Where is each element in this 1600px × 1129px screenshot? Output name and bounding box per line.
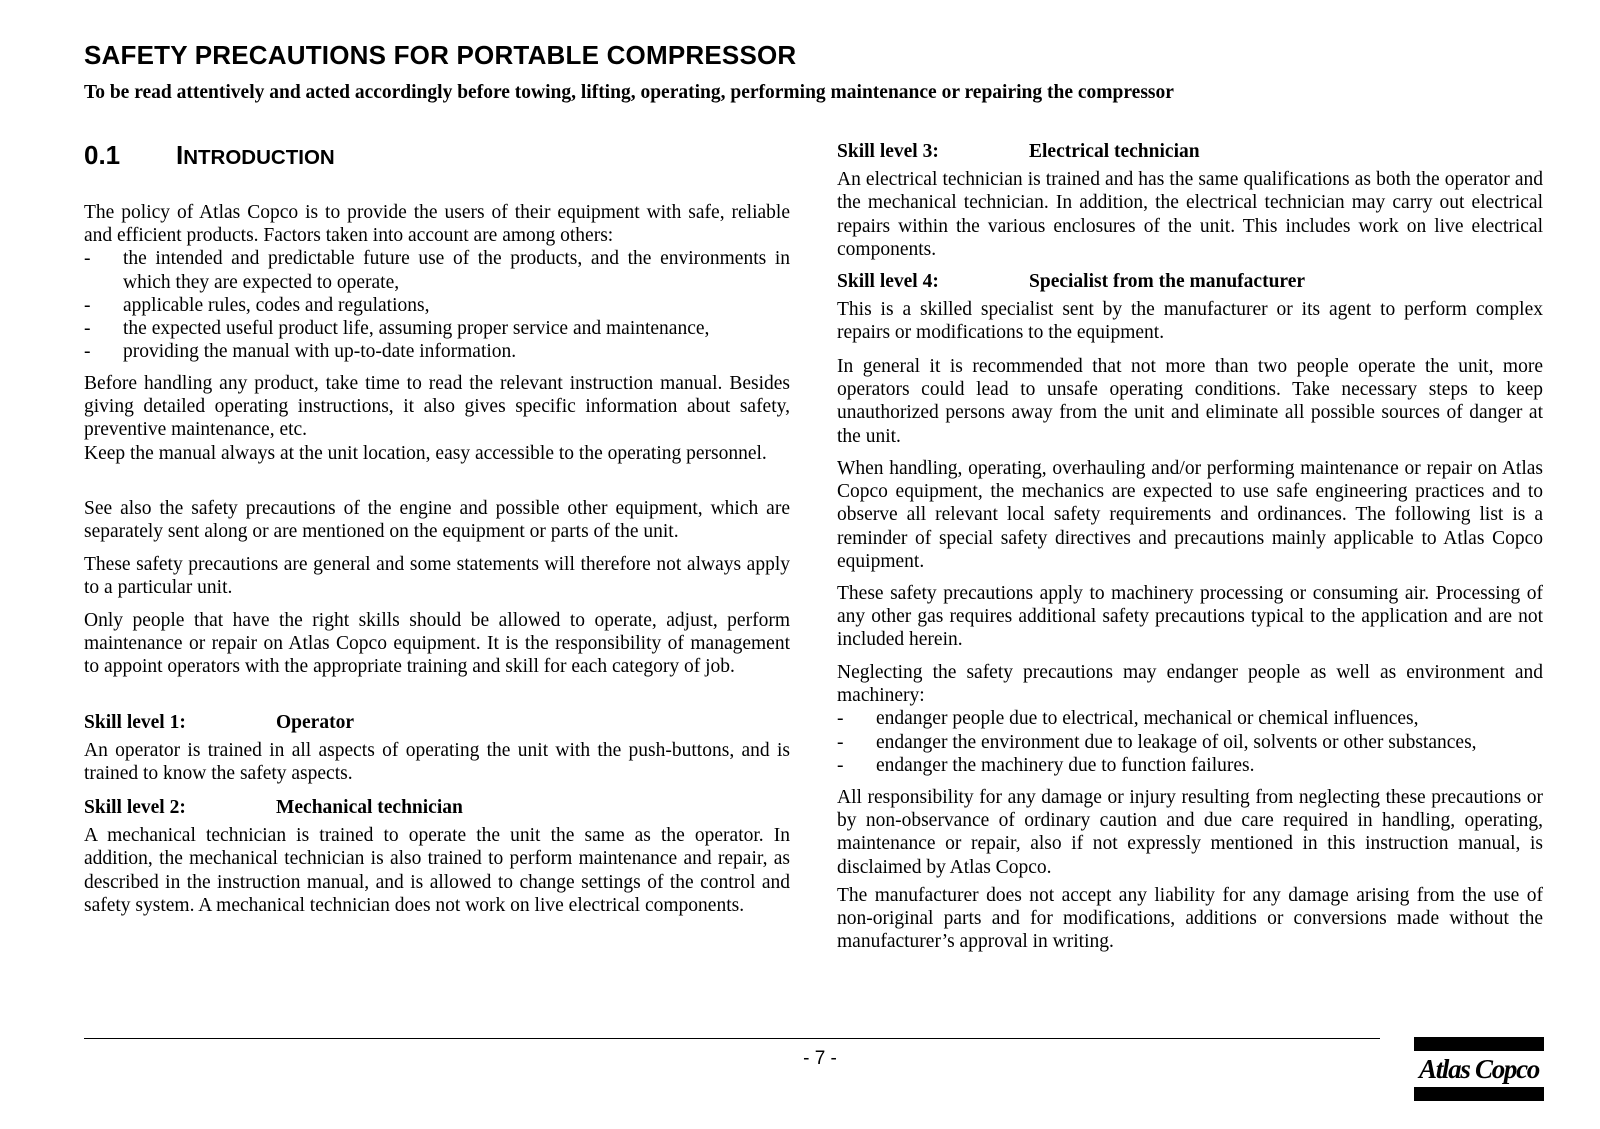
skill-level-3-block	[837, 140, 1543, 261]
manual-block	[84, 372, 790, 465]
apply-air-block	[837, 582, 1543, 652]
responsibility-block	[837, 786, 1543, 879]
logo-bottom-bar	[1414, 1087, 1544, 1101]
general-block	[84, 553, 790, 599]
skill-level-2-block	[84, 796, 790, 917]
list-item	[84, 317, 790, 340]
only-people-paragraph: Only people that have the right skills should be allowed to operate, adjust, perform maintenance or repair on Atlas Copco equipment. It is the responsibility of management to appoint operators with the appropriate training and skill for each category of job.	[84, 610, 790, 678]
skill-title: Mechanical technician	[276, 797, 463, 818]
list-dash: -	[84, 294, 91, 316]
section-title-initial: I	[176, 140, 184, 170]
general-paragraph: These safety precautions are general and some statements will therefore not always apply to a particular unit.	[84, 554, 790, 599]
skill-level-4-block	[837, 270, 1543, 345]
skill-description: An operator is trained in all aspects of operating the unit with the push-buttons, and is trained to know the safety aspects.	[84, 740, 790, 785]
section-heading	[84, 140, 790, 173]
list-dash: -	[837, 754, 844, 776]
skill-description: This is a skilled specialist sent by the manufacturer or its agent to perform complex repairs or modifications to the equipment.	[837, 299, 1543, 344]
list-item-text: endanger people due to electrical, mechanical or chemical influences,	[876, 708, 1419, 730]
list-dash: -	[837, 731, 844, 753]
skill-description: An electrical technician is trained and has the same qualifications as both the operator and the mechanical technician. In addition, the electrical technician may carry out electrical repairs within the various enclosures of the unit. This includes work on live electrical components.	[837, 169, 1543, 260]
page-subtitle: To be read attentively and acted accordingly before towing, lifting, operating, performing maintenance or repairing the compressor	[84, 82, 1174, 103]
list-item-text: the intended and predictable future use of the products, and the environments in which they are expected to operate,	[123, 248, 790, 293]
atlas-copco-logo	[1414, 1037, 1544, 1101]
dangers-list	[837, 707, 1543, 777]
when-handling-block	[837, 457, 1543, 573]
skill-heading	[84, 711, 790, 734]
intro-block	[84, 201, 790, 363]
list-item	[837, 707, 1543, 730]
factors-list	[84, 247, 790, 363]
skill-heading	[837, 140, 1543, 163]
in-general-block	[837, 355, 1543, 448]
intro-paragraph: The policy of Atlas Copco is to provide the users of their equipment with safe, reliable and efficient products. Factors taken into account are among others:	[84, 202, 790, 247]
skill-level-label: Skill level 3:	[837, 141, 939, 162]
section-number: 0.1	[84, 140, 121, 170]
keep-manual-paragraph: Keep the manual always at the unit location, easy accessible to the operating personnel.	[84, 442, 767, 464]
skill-title: Electrical technician	[1029, 141, 1200, 162]
skill-level-label: Skill level 4:	[837, 271, 939, 292]
see-also-paragraph: See also the safety precautions of the engine and possible other equipment, which are separately sent along or are mentioned on the equipment or parts of the unit.	[84, 498, 790, 543]
logo-top-bar	[1414, 1037, 1544, 1051]
list-dash: -	[84, 341, 91, 363]
responsibility-paragraph: All responsibility for any damage or injury resulting from neglecting these precautions or by non-observance of ordinary caution and due care required in handling, operating, maintenance or repair, also if not expressly mentioned in this instruction manual, is disclaimed by Atlas Copco.	[837, 787, 1543, 878]
skill-title: Operator	[276, 712, 354, 733]
skill-heading	[84, 796, 790, 819]
skill-description: A mechanical technician is trained to operate the unit the same as the operator. In addition, the mechanical technician is also trained to perform maintenance and repair, as described in the instruction manual, and is allowed to change settings of the control and safety system. A mechanical technician does not work on live electrical components.	[84, 825, 790, 916]
skill-heading	[837, 270, 1543, 293]
skill-title: Specialist from the manufacturer	[1029, 271, 1306, 292]
list-item-text: the expected useful product life, assuming proper service and maintenance,	[123, 318, 710, 340]
in-general-paragraph: In general it is recommended that not more than two people operate the unit, more operators could lead to unsafe operating conditions. Take necessary steps to keep unauthorized persons away from the unit and eliminate all possible sources of danger at the unit.	[837, 356, 1543, 447]
list-dash: -	[84, 248, 91, 270]
page-title: SAFETY PRECAUTIONS FOR PORTABLE COMPRESSOR	[84, 40, 797, 70]
apply-air-paragraph: These safety precautions apply to machinery processing or consuming air. Processing of any other gas requires additional safety precautions typical to the application and are not included herein.	[837, 583, 1543, 651]
list-item-text: endanger the machinery due to function failures.	[876, 754, 1255, 776]
skills-intro-block	[84, 609, 790, 679]
liability-block	[837, 884, 1543, 954]
before-handling-paragraph: Before handling any product, take time to read the relevant instruction manual. Besides giving detailed operating instructions, it also gives specific information about safety, preventive maintenance, etc.	[84, 373, 790, 441]
footer-rule	[84, 1038, 1380, 1039]
list-dash: -	[837, 708, 844, 730]
skill-level-label: Skill level 1:	[84, 712, 186, 733]
neglecting-block	[837, 661, 1543, 777]
list-item-text: applicable rules, codes and regulations,	[123, 294, 430, 316]
list-item	[84, 294, 790, 317]
list-item	[837, 731, 1543, 754]
list-item	[84, 340, 790, 363]
list-item-text: providing the manual with up-to-date information.	[123, 341, 517, 363]
liability-paragraph: The manufacturer does not accept any liability for any damage arising from the use of non-original parts and for modifications, additions or conversions made without the manufacturer’s approval in writing.	[837, 885, 1543, 953]
list-item-text: endanger the environment due to leakage of oil, solvents or other substances,	[876, 731, 1477, 753]
neglecting-paragraph: Neglecting the safety precautions may endanger people as well as environment and machinery:	[837, 662, 1543, 707]
see-also-block	[84, 497, 790, 543]
skill-level-1-block	[84, 711, 790, 786]
list-dash: -	[84, 318, 91, 340]
page-number: - 7 -	[803, 1048, 837, 1069]
list-item	[84, 247, 790, 293]
list-item	[837, 754, 1543, 777]
when-handling-paragraph: When handling, operating, overhauling and/or performing maintenance or repair on Atlas Copco equipment, the mechanics are expected to use safe engineering practices and to observe all relevant local safety requirements and ordinances. The following list is a reminder of special safety directives and precautions mainly applicable to Atlas Copco equipment.	[837, 458, 1543, 572]
section-title-rest: NTRODUCTION	[183, 146, 335, 169]
logo-wordmark: Atlas Copco	[1419, 1054, 1539, 1084]
skill-level-label: Skill level 2:	[84, 797, 186, 818]
